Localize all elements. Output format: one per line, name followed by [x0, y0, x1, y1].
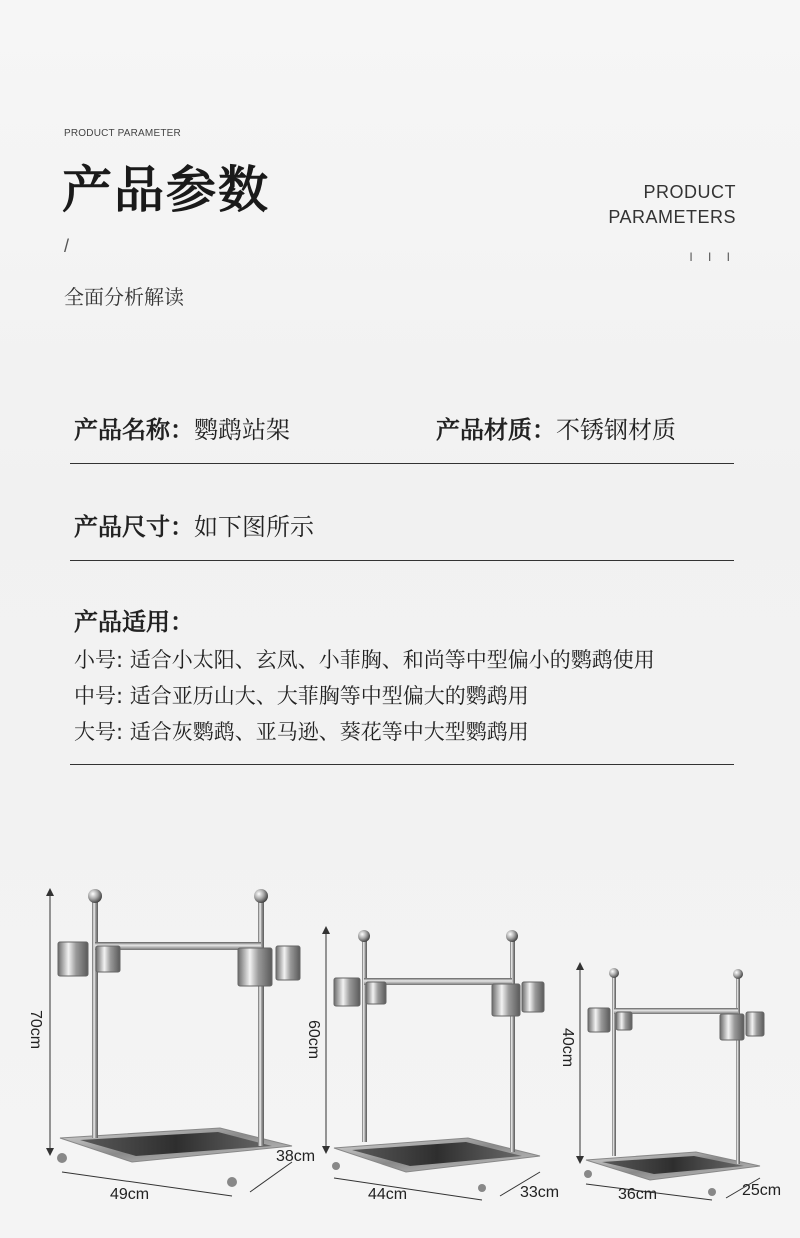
rack-small [572, 962, 792, 1202]
spec-name-value: 鹦鹉站架 [194, 416, 290, 444]
spec-size-value: 如下图所示 [194, 513, 314, 541]
divider [70, 560, 734, 561]
rack-small-depth: 25cm [742, 1182, 782, 1199]
divider [70, 463, 734, 464]
usage-line-small: 小号: 适合小太阳、玄凤、小菲胸、和尚等中型偏小的鹦鹉使用 [74, 648, 655, 672]
divider [70, 764, 734, 765]
spec-size [74, 507, 314, 542]
rack-medium-depth: 33cm [520, 1184, 560, 1201]
usage-line-medium: 中号: 适合亚历山大、大菲胸等中型偏大的鹦鹉用 [74, 684, 529, 708]
page-subtitle: 全面分析解读 [64, 285, 184, 309]
usage-line-large: 大号: 适合灰鹦鹉、亚马逊、葵花等中大型鹦鹉用 [74, 720, 529, 744]
rack-small-height: 40cm [559, 1028, 576, 1068]
header-small-label: PRODUCT PARAMETER [64, 128, 181, 139]
header-english-title [608, 180, 736, 230]
spec-material-label: 产品材质： [436, 416, 556, 444]
spec-name-label: 产品名称： [74, 416, 194, 444]
header-english-line2: PARAMETERS [608, 207, 736, 227]
rack-large-height: 70cm [27, 1010, 44, 1050]
rack-medium-height: 60cm [305, 1020, 322, 1060]
rack-large-width: 49cm [110, 1186, 150, 1203]
rack-small-illustration [572, 962, 792, 1202]
spec-name [74, 410, 290, 445]
rack-medium-width: 44cm [368, 1186, 408, 1203]
spec-size-label: 产品尺寸： [74, 513, 194, 541]
spec-usage [74, 602, 194, 637]
header-english-line1: PRODUCT [643, 182, 736, 202]
spec-material-value: 不锈钢材质 [556, 416, 676, 444]
spec-material [436, 410, 676, 445]
rack-medium [318, 926, 578, 1206]
rack-medium-illustration [318, 926, 578, 1206]
rack-large-depth: 38cm [276, 1148, 316, 1165]
spec-usage-label: 产品适用： [74, 608, 194, 636]
header-decor-bars: I I I [689, 250, 736, 264]
page-title: 产品参数 [62, 161, 270, 219]
rack-small-width: 36cm [618, 1186, 658, 1203]
header-slash: / [64, 236, 70, 256]
